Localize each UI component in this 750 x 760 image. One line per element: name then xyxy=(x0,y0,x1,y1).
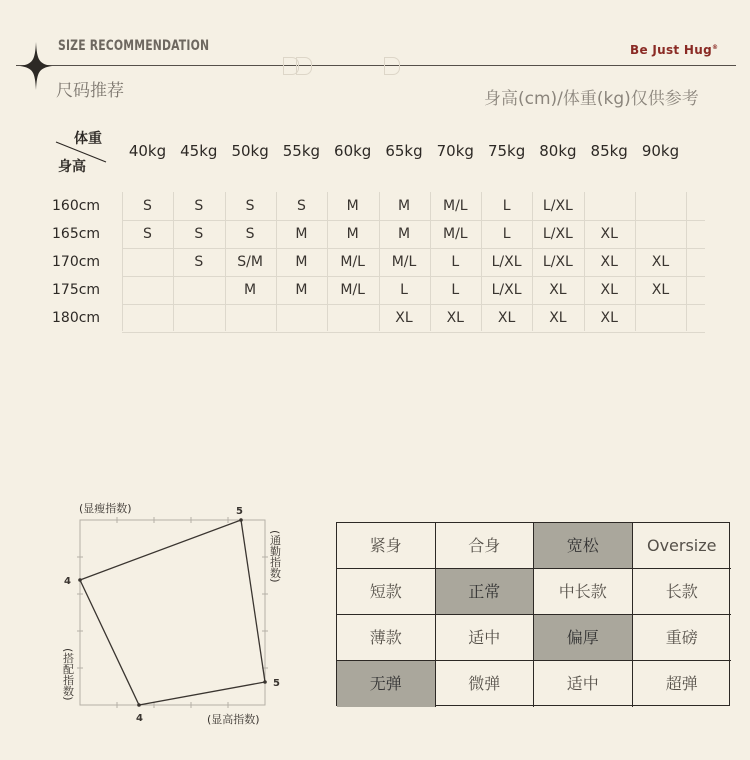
size-cell: L xyxy=(451,282,460,298)
size-cell: XL xyxy=(549,282,567,298)
size-cell: M/L xyxy=(391,254,417,270)
attribute-cell: 薄款 xyxy=(337,615,436,661)
attribute-cell: 超弹 xyxy=(665,674,698,693)
weight-column-header: 55kg xyxy=(282,142,321,160)
weight-column-header: 45kg xyxy=(180,142,218,160)
size-cell: M/L xyxy=(442,226,468,242)
size-cell: L xyxy=(400,282,408,298)
reference-note: 身高(cm)/体重(kg)仅供参考 xyxy=(484,89,699,109)
height-row-label: 170cm xyxy=(52,254,101,270)
size-cell: M xyxy=(295,282,308,298)
decor-mark xyxy=(296,57,312,75)
size-cell: L xyxy=(451,254,460,270)
size-cell: S xyxy=(143,226,152,242)
size-cell: S/M xyxy=(237,254,263,270)
size-cell: M/L xyxy=(340,282,365,298)
size-cell: XL xyxy=(600,254,618,270)
weight-column-header: 80kg xyxy=(539,142,577,160)
size-cell: M xyxy=(346,226,359,242)
attribute-cell: 长款 xyxy=(633,569,732,615)
weight-column-header: 60kg xyxy=(334,142,372,160)
size-cell: M/L xyxy=(340,254,365,270)
size-cell xyxy=(173,304,224,332)
title-chinese: 尺码推荐 xyxy=(56,81,124,101)
attribute-cell: 适中 xyxy=(534,661,633,707)
score-left: 4 xyxy=(64,576,71,587)
sparkle-icon xyxy=(20,42,52,90)
attribute-cell-selected: 偏厚 xyxy=(534,615,633,661)
weight-column-header: 40kg xyxy=(128,142,167,160)
weight-column-header: 85kg xyxy=(590,142,628,160)
size-cell: M xyxy=(295,254,308,270)
size-cell xyxy=(635,192,686,220)
weight-column-header: 65kg xyxy=(385,142,423,160)
size-cell: S xyxy=(194,254,204,270)
attribute-cell: 紧身 xyxy=(337,523,436,569)
weight-column-header: 75kg xyxy=(487,142,526,160)
size-cell: M xyxy=(397,198,411,214)
size-cell: L/XL xyxy=(542,226,573,242)
height-row-label: 175cm xyxy=(52,282,101,298)
size-cell: XL xyxy=(600,310,618,326)
label-matching: (搭配指数) xyxy=(61,648,75,701)
size-cell: M xyxy=(244,282,257,298)
size-cell xyxy=(225,304,276,332)
radar-polygon xyxy=(80,520,265,705)
attribute-cell: 合身 xyxy=(436,523,535,569)
column-divider xyxy=(686,192,687,331)
size-cell: M xyxy=(346,198,359,214)
attribute-cell-selected: 正常 xyxy=(436,569,535,615)
size-cell xyxy=(635,304,686,332)
attribute-cell: 中长款 xyxy=(534,569,633,615)
label-height-boost: (显高指数) xyxy=(207,713,260,726)
size-cell xyxy=(276,304,327,332)
attribute-cell-selected: 无弹 xyxy=(337,661,436,707)
size-cell: M xyxy=(397,226,411,242)
size-cell xyxy=(122,304,173,332)
size-cell: S xyxy=(194,226,204,242)
weight-column-header: 70kg xyxy=(436,142,474,160)
weight-column-header: 50kg xyxy=(231,142,269,160)
size-cell: XL xyxy=(651,282,670,298)
size-cell: XL xyxy=(600,282,618,298)
size-cell: S xyxy=(143,198,152,214)
score-right: 5 xyxy=(273,678,280,689)
score-bottom: 4 xyxy=(136,713,143,724)
size-cell: S xyxy=(296,198,306,214)
size-cell xyxy=(122,276,173,304)
decor-mark xyxy=(384,57,400,75)
size-cell: XL xyxy=(446,310,464,326)
size-cell: M/L xyxy=(442,198,468,214)
size-cell: S xyxy=(194,198,204,214)
size-cell xyxy=(635,220,686,248)
attribute-grid xyxy=(336,522,730,706)
brand-logo: Be Just Hug® xyxy=(630,43,719,57)
attribute-cell: Oversize xyxy=(633,523,732,569)
size-cell: L/XL xyxy=(491,254,522,270)
size-cell: XL xyxy=(497,310,516,326)
attribute-cell-selected: 宽松 xyxy=(534,523,633,569)
height-row-label: 165cm xyxy=(52,226,101,242)
size-cell: L/XL xyxy=(542,198,573,214)
attribute-cell: 适中 xyxy=(436,615,535,661)
size-cell: M xyxy=(295,226,308,242)
attribute-cell: 重磅 xyxy=(633,615,732,661)
size-cell xyxy=(327,304,378,332)
height-row-label: 180cm xyxy=(52,310,101,326)
size-cell: XL xyxy=(549,310,567,326)
row-divider xyxy=(122,332,705,333)
size-cell: L/XL xyxy=(542,254,573,270)
size-cell: L xyxy=(502,198,511,214)
height-header: 身高 xyxy=(58,159,86,175)
size-cell xyxy=(584,192,635,220)
header-divider xyxy=(16,65,736,66)
label-commute: (通勤指数) xyxy=(268,530,282,583)
label-slimming: (显瘦指数) xyxy=(79,502,132,515)
radar-points xyxy=(78,518,267,707)
size-cell: L xyxy=(502,226,511,242)
radar-frame xyxy=(80,520,265,705)
fit-radar-chart xyxy=(55,498,295,733)
table-corner-header xyxy=(52,128,110,176)
score-top: 5 xyxy=(236,506,243,517)
size-cell xyxy=(173,276,224,304)
size-cell: XL xyxy=(600,226,618,242)
size-cell: XL xyxy=(651,254,670,270)
weight-header: 体重 xyxy=(74,131,102,147)
size-cell: L/XL xyxy=(491,282,522,298)
size-cell: S xyxy=(245,226,255,242)
size-cell: S xyxy=(245,198,255,214)
weight-column-header: 90kg xyxy=(641,142,680,160)
title-english: SIZE RECOMMENDATION xyxy=(58,38,210,54)
height-row-label: 160cm xyxy=(52,198,101,214)
attribute-cell: 短款 xyxy=(337,569,436,615)
size-cell: XL xyxy=(395,310,413,326)
attribute-cell: 微弹 xyxy=(436,661,535,707)
size-cell xyxy=(122,248,173,276)
